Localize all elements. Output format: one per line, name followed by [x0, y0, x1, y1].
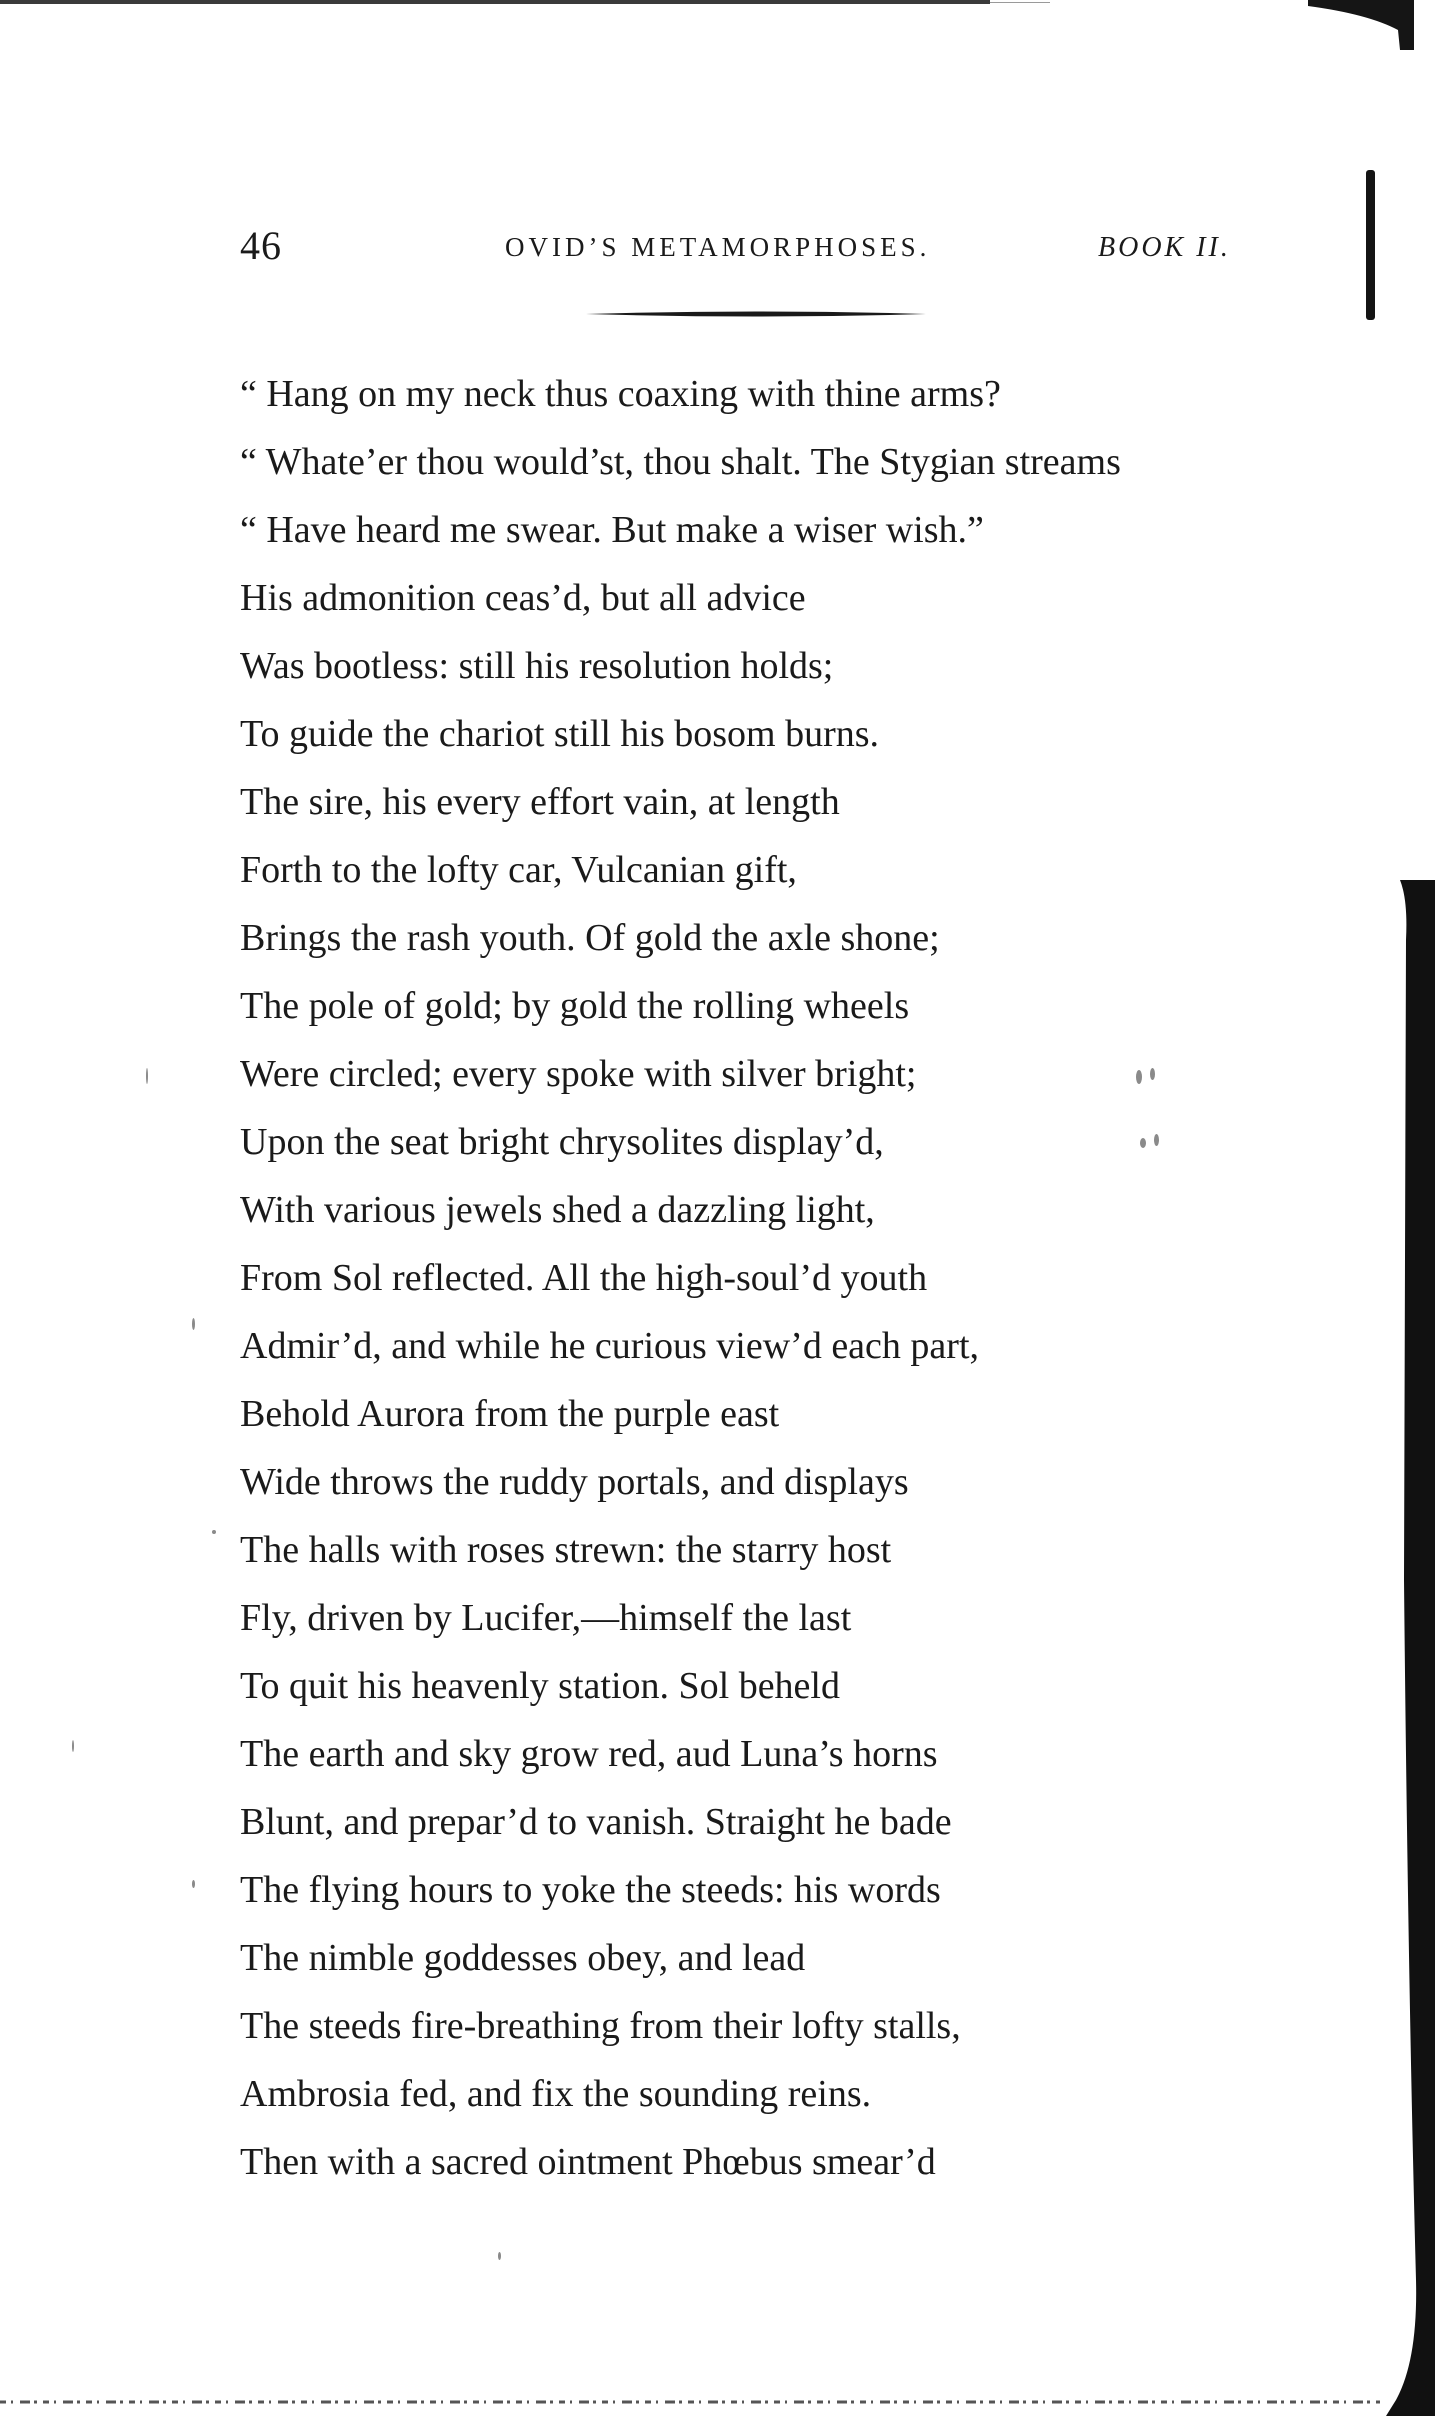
verse-line: From Sol reflected. All the high-soul’d youth — [240, 1257, 928, 1299]
verse-line: To quit his heavenly station. Sol beheld — [240, 1665, 840, 1707]
paper-speckle — [192, 1880, 195, 1888]
verse-line: The sire, his every effort vain, at length — [240, 781, 840, 823]
top-edge-rule-faint — [990, 2, 1050, 3]
verse-line: Was bootless: still his resolution holds; — [240, 645, 834, 687]
verse-line: The nimble goddesses obey, and lead — [240, 1937, 806, 1979]
verse-line: Upon the seat bright chrysolites display’d, — [240, 1121, 884, 1163]
verse-block — [240, 360, 1320, 2196]
verse-line: His admonition ceas’d, but all advice — [240, 577, 806, 619]
verse-line: Ambrosia fed, and fix the sounding reins. — [240, 2073, 872, 2115]
verse-line: Were circled; every spoke with silver bright; — [240, 1053, 917, 1095]
book-label: BOOK II. — [1098, 232, 1231, 263]
verse-line: Blunt, and prepar’d to vanish. Straight he bade — [240, 1801, 952, 1843]
paper-speckle — [72, 1740, 74, 1752]
verse-line: Forth to the lofty car, Vulcanian gift, — [240, 849, 797, 891]
verse-line: Admir’d, and while he curious view’d each part, — [240, 1325, 979, 1367]
paper-speckle — [212, 1530, 216, 1534]
paper-speckle — [192, 1318, 195, 1330]
verse-line: To guide the chariot still his bosom burns. — [240, 713, 880, 755]
verse-line: The steeds fire-breathing from their lofty stalls, — [240, 2005, 961, 2047]
paper-speckle — [498, 2252, 501, 2260]
verse-line: The earth and sky grow red, aud Luna’s horns — [240, 1733, 938, 1775]
verse-line: The halls with roses strewn: the starry host — [240, 1529, 892, 1571]
running-title: OVID’S METAMORPHOSES. — [505, 232, 931, 262]
verse-line: Wide throws the ruddy portals, and displays — [240, 1461, 909, 1503]
paper-speckle — [1154, 1134, 1159, 1146]
paper-speckle — [1136, 1070, 1142, 1084]
paper-speckle — [1150, 1068, 1155, 1080]
verse-line: With various jewels shed a dazzling light, — [240, 1189, 875, 1231]
verse-line: Brings the rash youth. Of gold the axle shone; — [240, 917, 940, 959]
verse-line: Fly, driven by Lucifer,—himself the last — [240, 1597, 852, 1639]
paper-speckle — [1140, 1138, 1146, 1148]
verse-line: “ Have heard me swear. But make a wiser wish.” — [240, 509, 984, 551]
page-number: 46 — [240, 223, 282, 268]
verse-line: Then with a sacred ointment Phœbus smear’d — [240, 2141, 936, 2183]
page-header — [240, 222, 1280, 278]
verse-line: Behold Aurora from the purple east — [240, 1393, 780, 1435]
verse-line: The flying hours to yoke the steeds: his words — [240, 1869, 941, 1911]
top-edge-rule — [0, 0, 990, 4]
corner-fold-mark — [1308, 0, 1414, 50]
page-edge-shadow — [1386, 880, 1435, 2416]
paper-speckle — [146, 1068, 148, 1084]
verse-line: “ Whate’er thou would’st, thou shalt. The Stygian streams — [240, 441, 1121, 483]
page-edge-shadow-top — [1366, 170, 1375, 320]
verse-line: “ Hang on my neck thus coaxing with thine arms? — [240, 373, 1001, 415]
bottom-edge-noise — [0, 2398, 1380, 2406]
verse-line: The pole of gold; by gold the rolling wheels — [240, 985, 910, 1027]
header-ornament-rule — [586, 310, 926, 318]
